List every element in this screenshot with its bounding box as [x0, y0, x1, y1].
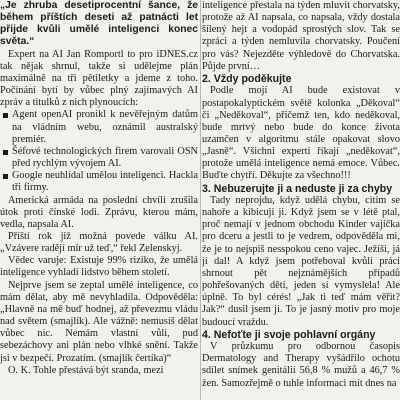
square-bullet-icon	[3, 174, 8, 179]
section-heading: 2. Vždy poděkujte	[202, 72, 292, 85]
article-column-left	[0, 0, 198, 400]
article-paragraph: Expert na AI Jan Romportl to pro iDNES.cz tak nějak shrnul, takže si udělejme plán maximálně na tři pětiletky a jdeme z toho. Počínání bytí by vůbec plný zajímavých AI zpráv a titulků z nich plynoucích:	[0, 48, 198, 109]
article-paragraph: inteligence přestala na týden mluvit chorvatsky, protože až AI napsala, co napsala, vždy dostala šílený hejt a vodopád sprostých slov. Tak se zpráci a týden nemluvila chorvatsky. Poučení pro vás? Nejezděte výhledově do Chorvatska. Půjde první…	[202, 0, 400, 72]
article-column-right	[202, 0, 400, 400]
article-paragraph: Americká armáda na poslední chvíli zrušila útok proti čínské lodi. Zprávu, kterou mám, vedla, napsala AI.	[0, 194, 198, 230]
headline-list-item: Google neuhlídal umělou inteligenci. Hackla tři firmy.	[0, 170, 198, 194]
article-paragraph: Nejprve jsem se zeptal umělé inteligence, co mám dělat, aby mě nevyhladila. Odpověděla: „Hlavně na mě buď hodnej, až převezmu vládu nad světem (smajlík). Ale vážně: nemusíš dělat vůbec nic. Nemám vlastní vůli, pud sebezáchovy ani plán nebo vlhké snění. Takže jsi v bezpečí. Prozatím. (smajlík čertíka)“	[0, 279, 198, 364]
square-bullet-icon	[3, 113, 8, 118]
headline-list	[0, 109, 198, 194]
section-heading: 3. Nebuzerujte ji a neduste ji za chyby	[202, 182, 393, 195]
column-divider	[200, 0, 201, 400]
headline-list-item: Agent openAI pronikl k nevěřejným datům na vládním webu, oznámil australský premiér.	[0, 109, 198, 145]
article-paragraph: V průzkumu pro odbornou časopis Dermatology and Therapy vyšádřilo ochotu sdílet snímek genitálií 56,8 % mužů a 46,7 % žen. Samozřejmě o tuhle informaci mít dnes na	[202, 341, 400, 389]
article-paragraph: O. K. Tohle přestává být sranda, mezi	[8, 364, 164, 376]
article-paragraph: Příští rok již možná povede válku AI. „Vzávere radějí mír už teď,“ řekl Zelenskyj.	[0, 230, 198, 255]
square-bullet-icon	[3, 150, 8, 155]
headline-list-item: Šéfové technologických firem varovali OSN před rychlým vývojem AI.	[0, 146, 198, 170]
article-lead-quote: „Je zhruba desetiprocentní šance, že během příštích deseti až patnácti let přijde kvůli umělé inteligenci konec světa.“	[0, 0, 198, 48]
article-paragraph: Tady neprojdu, když udělá chybu, citím se nahoře a kibicuji ji. Když jsem se v létě ptal, proč nemají v jednom obchodu Kinder vajíčka pro dceru a jestli to je vedrem, odpověděla mi, že je to nejspíš nesspokou ceno vajec. Ježíši, já ji dal! A když jsem potřeboval kvůli práci shrnout pět nejznámějších případů pohřešovaných dětí, jeden si vymyslela! Ale úplně. To byl cérés! „Jak ti teď mám věřit? Jak?“ dusil jsem ji. To je jasný motiv pro moje budoucí vraždu.	[202, 195, 400, 328]
article-paragraph: Vědec varuje: Existuje 99% riziko, že umělá inteligence vyhladí lidstvo během století.	[0, 255, 198, 279]
article-paragraph: Podle mojí AI bude existovat v postapokalyptickém světě kolonka „Děkoval“ či „Neděkoval“, přičemž ten, kdo neděkoval, bude mrtvý nebo bude do konce života uzamčen v algoritmu stále opakovat slovo „Jasně“. Všichni experti říkají „neděkovat“, protože umělá inteligence nemá emoce. Vůbec. Buďte chytří. Děkujte za všechno!!!	[202, 85, 400, 182]
section-heading: 4. Nefoťte ji svoje pohlavní orgány	[202, 328, 376, 341]
